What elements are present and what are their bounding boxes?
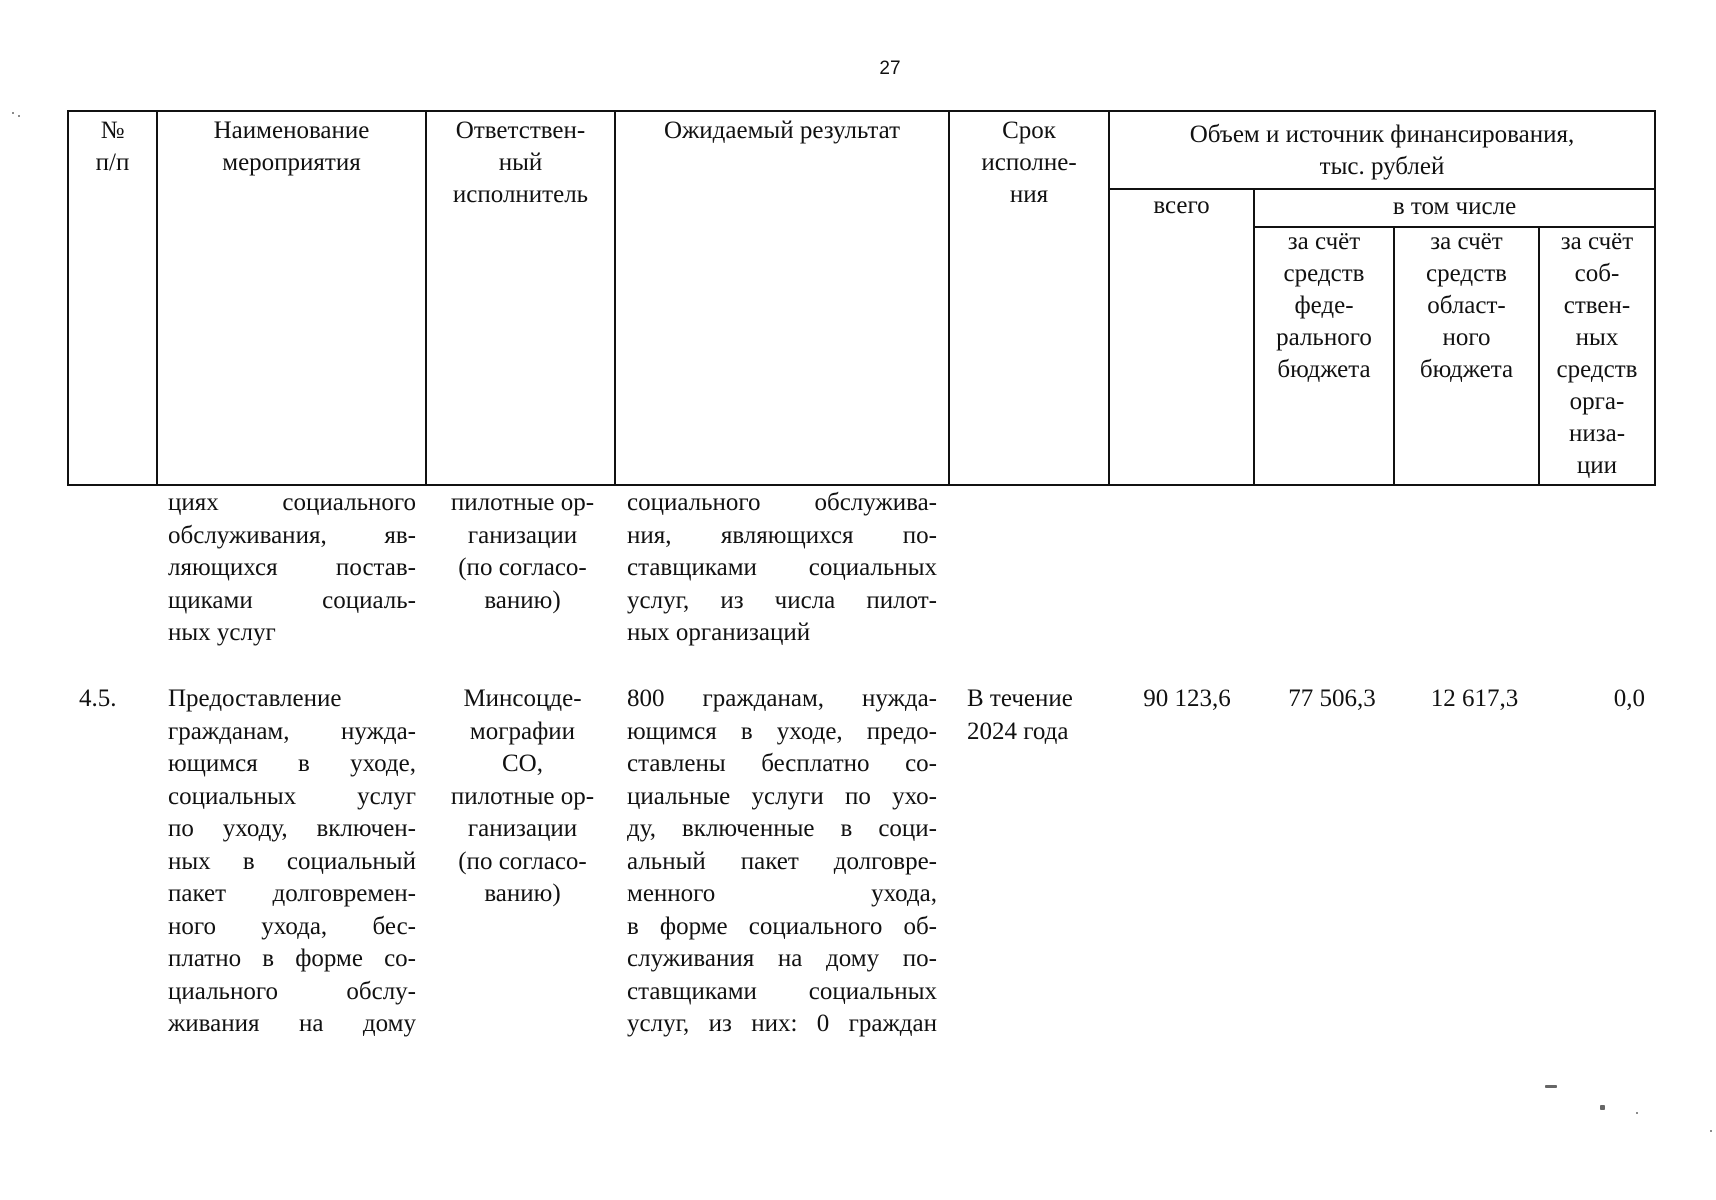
text-line: в форме социального об- bbox=[627, 912, 937, 940]
table-header bbox=[67, 110, 1656, 486]
scan-speck bbox=[1600, 1105, 1605, 1110]
continued-responsible-cell bbox=[429, 487, 616, 617]
text-line: циального обслу- bbox=[168, 977, 416, 1005]
text-line: (по согласо- bbox=[458, 554, 587, 581]
row-name-cell bbox=[168, 683, 416, 1041]
header-federal: за счёт средств феде- рального бюджета bbox=[1276, 228, 1372, 383]
text-line: ющимся в уходе, bbox=[168, 750, 416, 777]
text-line: ванию) bbox=[484, 880, 561, 907]
text-line: гражданам, нужда- bbox=[168, 717, 416, 745]
text-line: циальные услуги по ухо- bbox=[627, 782, 937, 810]
header-including: в том числе bbox=[1392, 193, 1517, 220]
text-line: обслуживания, яв- bbox=[168, 521, 416, 549]
text-line: пилотные ор- bbox=[450, 782, 595, 810]
continued-result-cell bbox=[627, 487, 937, 650]
text-line: СО, bbox=[502, 750, 543, 777]
row-result-cell bbox=[627, 683, 937, 1041]
text-line: ющимся в уходе, предо- bbox=[627, 717, 937, 745]
text-line: социального обслужива- bbox=[627, 489, 937, 516]
text-line: 2024 года bbox=[967, 717, 1069, 745]
text-line: ду, включенные в соци- bbox=[627, 815, 937, 842]
header-bottom-border bbox=[67, 484, 1656, 486]
header-financing: Объем и источник финансирования, тыс. рублей bbox=[1189, 121, 1575, 180]
header-right-border bbox=[1654, 110, 1656, 486]
text-line: ных услуг bbox=[168, 619, 276, 646]
text-line: 800 гражданам, нужда- bbox=[627, 685, 937, 712]
text-line: социальных услуг bbox=[168, 782, 416, 810]
row-responsible-cell bbox=[429, 683, 616, 911]
header-col-divider bbox=[614, 110, 616, 486]
text-line: Минсоцде- bbox=[463, 685, 582, 712]
text-line: альный пакет долговре- bbox=[627, 847, 937, 875]
text-line: ных организаций bbox=[627, 619, 811, 646]
page-number: 27 bbox=[879, 58, 901, 79]
text-line: ляющихся постав- bbox=[168, 554, 416, 581]
text-line: менного ухода, bbox=[627, 880, 937, 907]
row-term-cell bbox=[967, 683, 1117, 748]
text-line: Предоставление bbox=[168, 685, 342, 712]
text-line: живания на дому bbox=[168, 1010, 416, 1037]
text-line: служивания на дому по- bbox=[627, 945, 937, 972]
text-line: ного ухода, бес- bbox=[168, 912, 416, 940]
row-number: 4.5. bbox=[79, 685, 117, 712]
text-line: ванию) bbox=[484, 586, 561, 614]
scan-speck bbox=[1636, 1112, 1638, 1114]
text-line: ставщиками социальных bbox=[627, 554, 937, 581]
text-line: (по согласо- bbox=[458, 847, 587, 875]
header-total: всего bbox=[1153, 192, 1210, 219]
text-line: пилотные ор- bbox=[450, 489, 595, 516]
scan-speck bbox=[18, 115, 20, 117]
row-own-value: 0,0 bbox=[1613, 685, 1645, 712]
row-total-value: 90 123,6 bbox=[1143, 685, 1231, 712]
text-line: услуг, из них: 0 граждан bbox=[627, 1010, 937, 1037]
text-line: ния, являющихся по- bbox=[627, 521, 937, 549]
header-own-funds: за счёт соб- ствен- ных средств орга- низа- ции bbox=[1556, 228, 1638, 479]
text-line: по уходу, включен- bbox=[168, 815, 416, 842]
text-line: циях социального bbox=[168, 489, 416, 516]
header-term: Срок исполне- ния bbox=[981, 117, 1077, 208]
header-responsible: Ответствен- ный исполнитель bbox=[452, 117, 589, 208]
text-line: щиками социаль- bbox=[168, 586, 416, 614]
row-federal-value: 77 506,3 bbox=[1288, 685, 1376, 712]
text-line: пакет долговремен- bbox=[168, 880, 416, 907]
text-line: платно в форме со- bbox=[168, 945, 416, 972]
text-line: ставлены бесплатно со- bbox=[627, 750, 937, 777]
text-line: ставщиками социальных bbox=[627, 977, 937, 1005]
header-number: № п/п bbox=[95, 117, 130, 176]
row-regional-value: 12 617,3 bbox=[1430, 685, 1519, 712]
text-line: мографии bbox=[469, 717, 576, 745]
continued-name-cell bbox=[168, 487, 416, 650]
text-line: ганизации bbox=[467, 521, 578, 549]
scan-speck bbox=[1710, 1130, 1712, 1132]
header-result: Ожидаемый результат bbox=[663, 117, 901, 144]
text-line: ганизации bbox=[467, 815, 578, 842]
text-line: услуг, из числа пилот- bbox=[627, 586, 937, 614]
header-name: Наименование мероприятия bbox=[213, 117, 370, 176]
scan-speck bbox=[1545, 1085, 1557, 1088]
header-regional: за счёт средств област- ного бюджета bbox=[1419, 228, 1514, 383]
text-line: ных в социальный bbox=[168, 847, 416, 875]
text-line: В течение bbox=[967, 685, 1073, 712]
header-top-border bbox=[67, 110, 1656, 112]
scan-speck bbox=[12, 112, 14, 114]
